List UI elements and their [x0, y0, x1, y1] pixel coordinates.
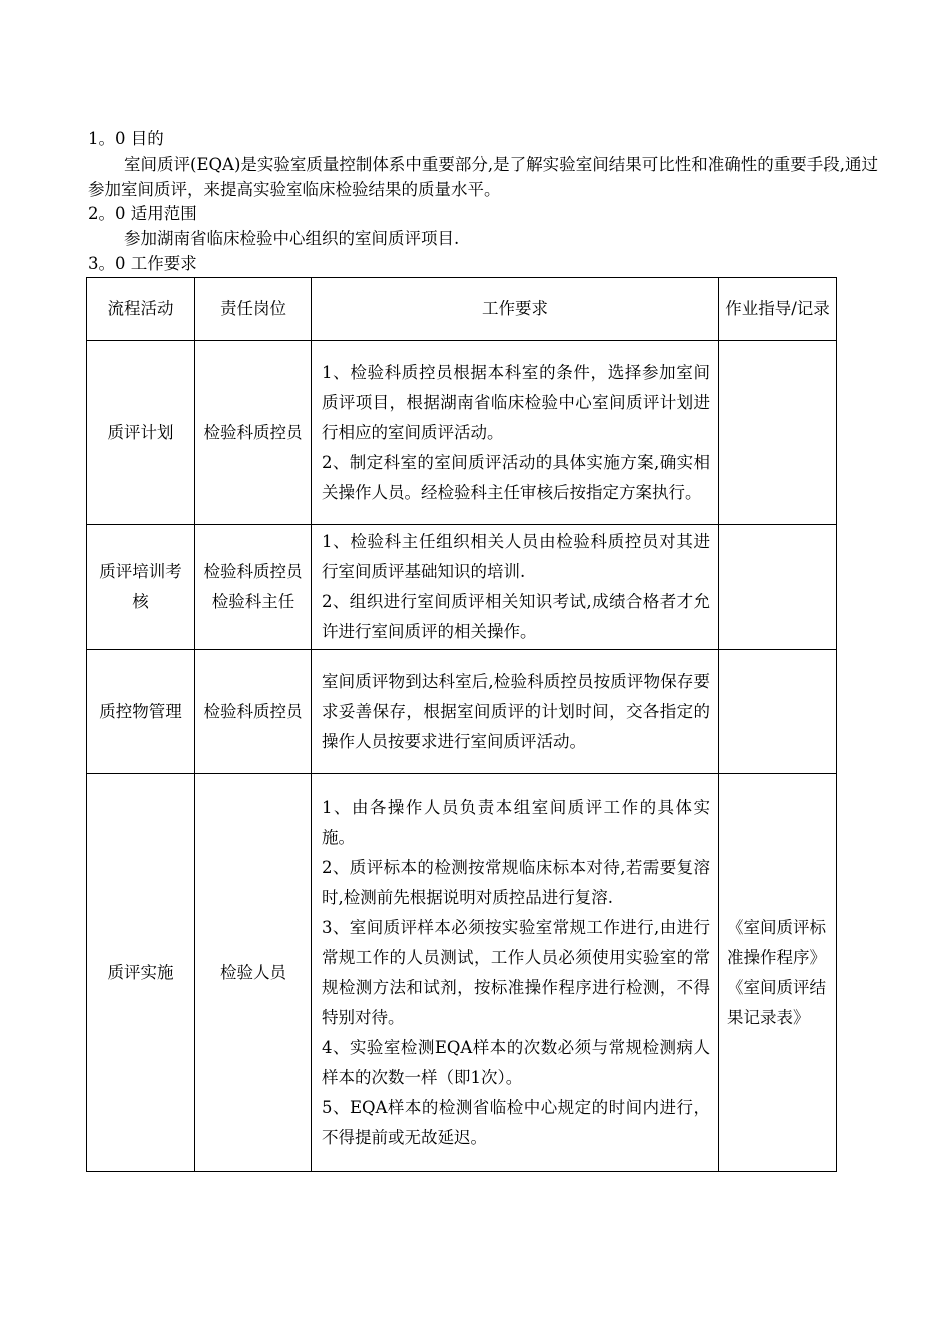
- row-requirements: [312, 650, 719, 774]
- table-row: [87, 774, 837, 1172]
- row-role: 检验科质控员: [195, 650, 312, 774]
- table-row: [87, 650, 837, 774]
- header-role: 责任岗位: [195, 278, 312, 341]
- section-1-body: 室间质评(EQA)是实验室质量控制体系中重要部分,是了解实验室间结果可比性和准确性的重要手段,通过参加室间质评，来提高实验室临床检验结果的质量水平。: [88, 155, 878, 199]
- header-activity: 流程活动: [87, 278, 195, 341]
- row-activity: 质评计划: [87, 341, 195, 525]
- row-guide: [719, 525, 837, 650]
- row-guide: [719, 774, 837, 1172]
- row-requirements: [312, 341, 719, 525]
- row-requirements: [312, 774, 719, 1172]
- header-requirement: 工作要求: [312, 278, 719, 341]
- requirement-item: 1、检验科主任组织相关人员由检验科质控员对其进行室间质评基础知识的培训.: [322, 532, 710, 581]
- table-header-row: [87, 278, 837, 341]
- table-row: [87, 525, 837, 650]
- section-2-title: 2。0 适用范围: [88, 204, 197, 223]
- role-line: 检验科质控员: [203, 562, 303, 581]
- role-line: 检验科主任: [211, 592, 295, 611]
- requirement-item: 2、质评标本的检测按常规临床标本对待,若需要复溶时,检测前先根据说明对质控品进行复溶.: [322, 857, 710, 907]
- work-requirements-table: [86, 277, 837, 1172]
- table-row: [87, 341, 837, 525]
- row-role: 检验科质控员: [195, 341, 312, 525]
- requirement-item: 室间质评物到达科室后,检验科质控员按质评物保存要求妥善保存，根据室间质评的计划时间，交各指定的操作人员按要求进行室间质评活动。: [322, 671, 710, 751]
- row-activity: 质评实施: [87, 774, 195, 1172]
- row-guide: [719, 650, 837, 774]
- requirement-item: 1、检验科质控员根据本科室的条件，选择参加室间质评项目，根据湖南省临床检验中心室间质评计划进行相应的室间质评活动。: [322, 362, 710, 442]
- requirement-item: 2、制定科室的室间质评活动的具体实施方案,确实相关操作人员。经检验科主任审核后按指定方案执行。: [322, 452, 710, 502]
- section-1-title: 1。0 目的: [88, 129, 164, 148]
- row-guide: [719, 341, 837, 525]
- guide-document: 《室间质评结果记录表》: [727, 977, 826, 1027]
- row-requirements: [312, 525, 719, 650]
- requirement-item: 5、EQA样本的检测省临检中心规定的时间内进行，不得提前或无故延迟。: [322, 1097, 710, 1147]
- row-activity: 质评培训考核: [87, 525, 195, 650]
- section-3-title: 3。0 工作要求: [88, 254, 197, 273]
- requirement-item: 4、实验室检测EQA样本的次数必须与常规检测病人样本的次数一样（即1次）。: [322, 1037, 710, 1087]
- requirement-item: 3、室间质评样本必须按实验室常规工作进行,由进行常规工作的人员测试，工作人员必须使用实验室的常规检测方法和试剂，按标准操作程序进行检测，不得特别对待。: [322, 917, 710, 1027]
- requirement-item: 1、由各操作人员负责本组室间质评工作的具体实施。: [322, 797, 710, 847]
- row-role: [195, 525, 312, 650]
- header-guide: 作业指导/记录: [719, 278, 837, 341]
- row-activity: 质控物管理: [87, 650, 195, 774]
- requirement-item: 2、组织进行室间质评相关知识考试,成绩合格者才允许进行室间质评的相关操作。: [322, 592, 710, 641]
- row-role: 检验人员: [195, 774, 312, 1172]
- guide-document: 《室间质评标准操作程序》: [727, 917, 826, 967]
- section-2-body: 参加湖南省临床检验中心组织的室间质评项目.: [124, 229, 460, 248]
